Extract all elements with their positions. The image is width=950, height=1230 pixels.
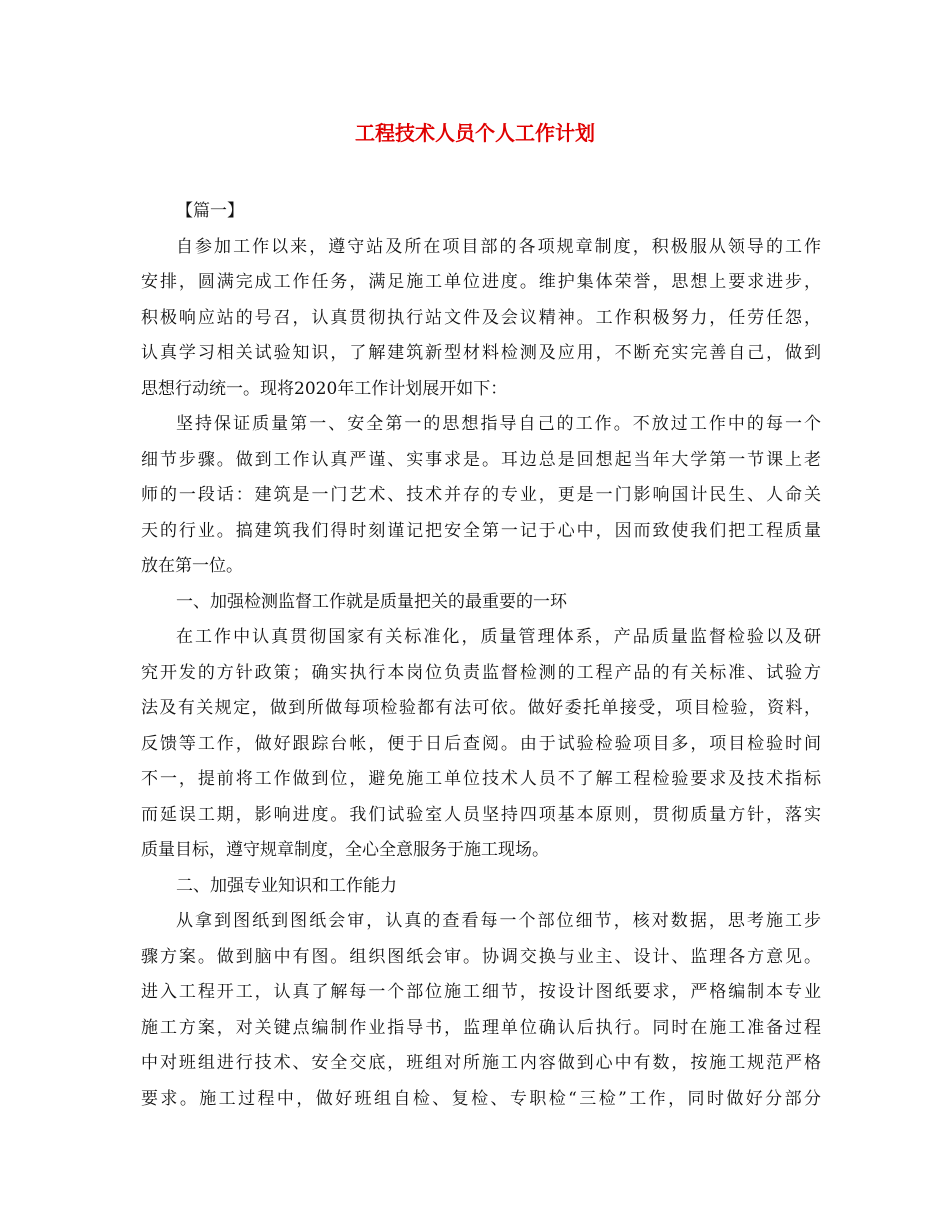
body-text-line: 师的一段话：建筑是一门艺术、技术并存的专业，更是一门影响国计民生、人命关 bbox=[141, 485, 821, 505]
body-text-line: 【篇一】 bbox=[176, 201, 244, 221]
body-text-line: 法及有关规定，做到所做每项检验都有法可依。做好委托单接受，项目检验，资料， bbox=[141, 698, 821, 718]
body-text-line: 积极响应站的号召，认真贯彻执行站文件及会议精神。工作积极努力，任劳任怨， bbox=[141, 307, 821, 328]
body-text-line: 细节步骤。做到工作认真严谨、实事求是。耳边总是回想起当年大学第一节课上老 bbox=[141, 449, 821, 470]
body-text-line: 反馈等工作，做好跟踪台帐，便于日后查阅。由于试验检验项目多，项目检验时间 bbox=[141, 733, 821, 754]
body-text-line: 施工方案，对关键点编制作业指导书，监理单位确认后执行。同时在施工准备过程 bbox=[141, 1017, 821, 1038]
body-text-line: 天的行业。搞建筑我们得时刻谨记把安全第一记于心中，因而致使我们把工程质量 bbox=[141, 520, 821, 541]
body-text-line: 质量目标，遵守规章制度，全心全意服务于施工现场。 bbox=[141, 840, 549, 860]
body-text-line: 骤方案。做到脑中有图。组织图纸会审。协调交换与业主、设计、监理各方意见。 bbox=[141, 946, 821, 967]
body-text-line: 坚持保证质量第一、安全第一的思想指导自己的工作。不放过工作中的每一个 bbox=[176, 414, 821, 434]
body-text-line: 认真学习相关试验知识，了解建筑新型材料检测及应用，不断充实完善自己，做到 bbox=[141, 343, 821, 363]
document-body bbox=[141, 194, 821, 1117]
body-text-line: 在工作中认真贯彻国家有关标准化，质量管理体系，产品质量监督检验以及研 bbox=[176, 627, 821, 647]
body-text-line: 二、加强专业知识和工作能力 bbox=[176, 875, 397, 896]
document-title: 工程技术人员个人工作计划 bbox=[355, 121, 595, 145]
body-text-line: 而延误工期，影响进度。我们试验室人员坚持四项基本原则，贯彻质量方针，落实 bbox=[141, 804, 821, 825]
body-text-line: 究开发的方针政策；确实执行本岗位负责监督检测的工程产品的有关标准、试验方 bbox=[141, 662, 821, 683]
body-text-line: 放在第一位。 bbox=[141, 556, 243, 576]
body-text-line: 自参加工作以来，遵守站及所在项目部的各项规章制度，积极服从领导的工作 bbox=[176, 236, 821, 257]
body-text-line: 不一，提前将工作做到位，避免施工单位技术人员不了解工程检验要求及技术指标 bbox=[141, 769, 821, 789]
body-text-line: 思想行动统一。现将2020年工作计划展开如下： bbox=[141, 378, 508, 399]
body-text-line: 中对班组进行技术、安全交底，班组对所施工内容做到心中有数，按施工规范严格 bbox=[141, 1053, 821, 1073]
body-text-line: 从拿到图纸到图纸会审，认真的查看每一个部位细节，核对数据，思考施工步 bbox=[176, 911, 821, 931]
body-text-line: 进入工程开工，认真了解每一个部位施工细节，按设计图纸要求，严格编制本专业 bbox=[141, 982, 821, 1002]
body-text-line: 要求。施工过程中，做好班组自检、复检、专职检“三检”工作，同时做好分部分 bbox=[141, 1088, 821, 1109]
body-text-line: 安排，圆满完成工作任务，满足施工单位进度。维护集体荣誉，思想上要求进步， bbox=[141, 272, 821, 292]
body-text-line: 一、加强检测监督工作就是质量把关的最重要的一环 bbox=[176, 591, 567, 612]
